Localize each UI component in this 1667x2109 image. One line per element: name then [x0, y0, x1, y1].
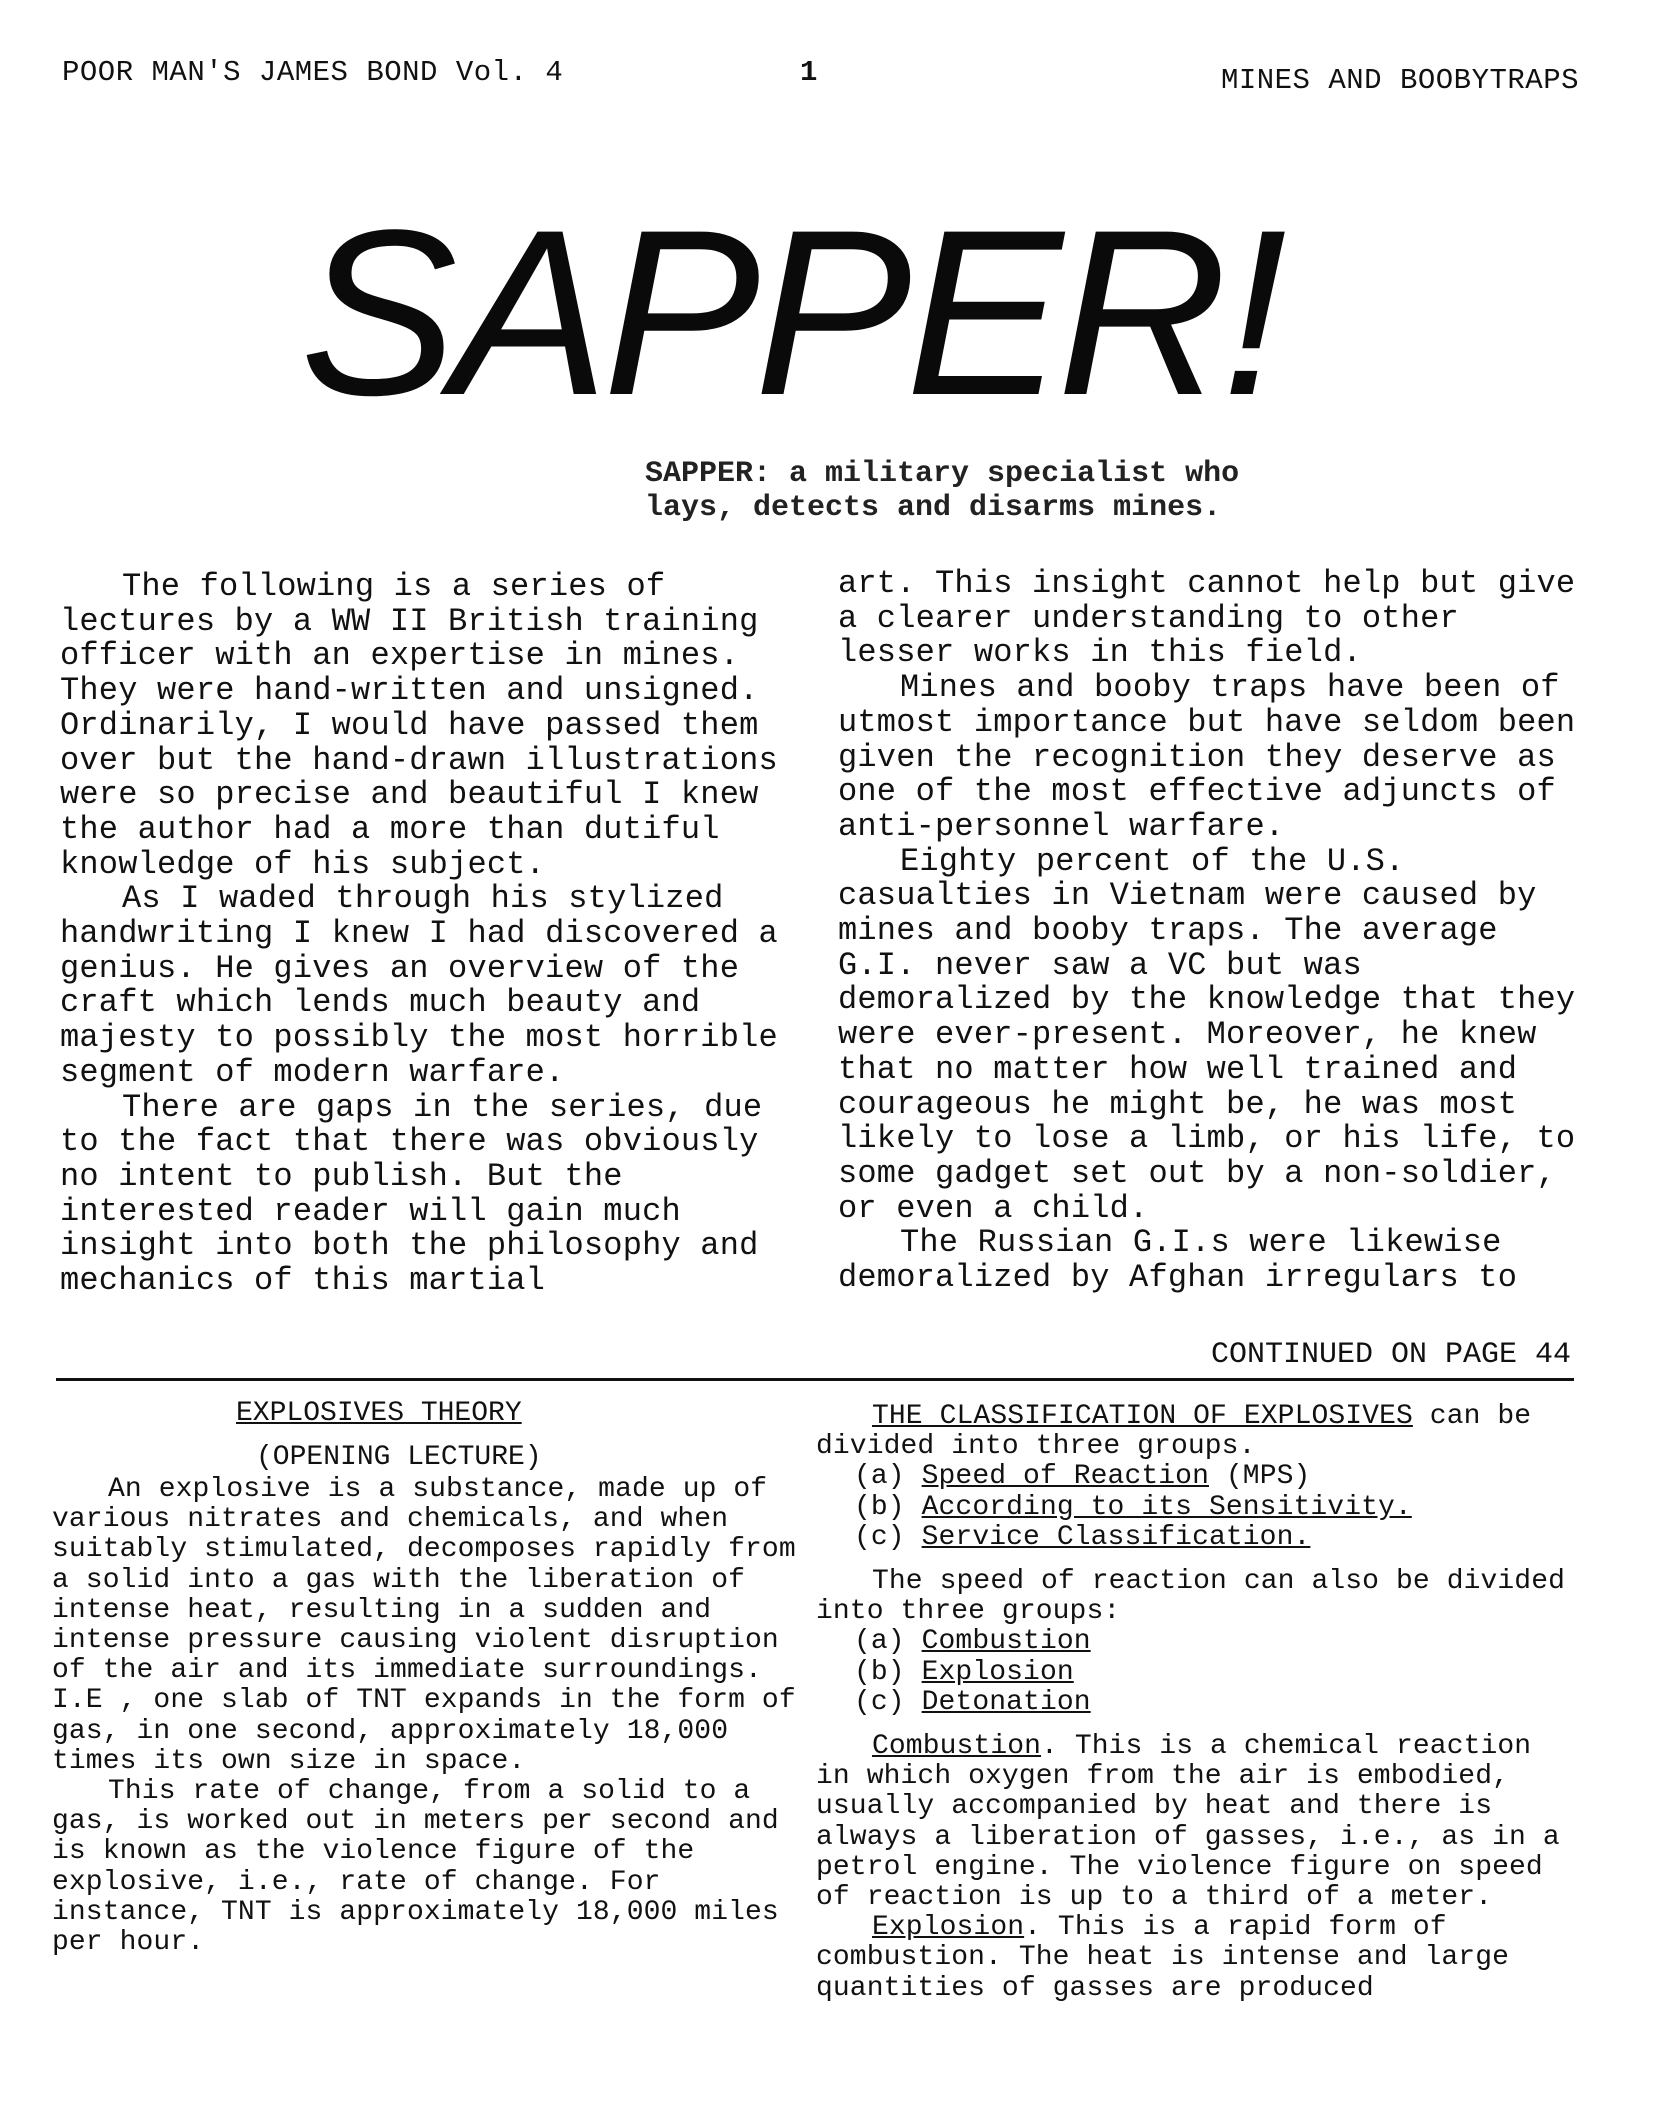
list-item-term: Explosion [921, 1656, 1074, 1688]
intro-paragraph: There are gaps in the series, due to the fact that there was obviously no intent to publish. But the interested reader will gain much insight into both the philosophy and mechanics of this martial [60, 1088, 763, 1300]
list-item-letter: (b) [854, 1491, 905, 1523]
list-item-term: Service Classification. [921, 1521, 1311, 1553]
list-item-letter: (b) [854, 1656, 905, 1688]
list-item-letter: (a) [854, 1461, 905, 1493]
list-item-term: Speed of Reaction [921, 1461, 1209, 1493]
classification-intro [816, 1402, 1576, 1462]
explosion-paragraph [816, 1913, 1576, 2004]
list-item-term: Combustion [921, 1626, 1091, 1658]
intro-paragraph: The following is a series of lectures by a WW II British training officer with an expertise in mines. They were hand-written and unsigned. Ordinarily, I would have passed them over but the hand-drawn illustrations were so precise and beautiful I knew the author had a more than dutiful knowledge of his subject. [60, 568, 778, 883]
lecture-body [52, 1475, 812, 1958]
section-divider [56, 1378, 1574, 1381]
running-header-title: POOR MAN'S JAMES BOND Vol. 4 [62, 56, 564, 89]
list-item [854, 1462, 1576, 1492]
page-title: SAPPER! [300, 181, 1282, 445]
combustion-term: Combustion [872, 1731, 1042, 1763]
page-number: 1 [800, 56, 818, 89]
continued-note: CONTINUED ON PAGE 44 [1210, 1338, 1571, 1372]
lecture-paragraph: An explosive is a substance, made up of various nitrates and chemicals, and when suitably stimulated, decomposes rapidly from a solid into a gas with the liberation of intense heat, resulting in a sudden and intense pressure causing violent disruption of the air and its immediate surroundings. I.E , one slab of TNT expands in the form of gas, in one second, approximately 18,000 times its own size in space. [52, 1474, 796, 1777]
explosion-text: . This is a rapid form of combustion. The heat is intense and large quantities of gasses are produced [816, 1912, 1510, 2004]
lecture-subheading: (OPENING LECTURE) [256, 1442, 542, 1473]
list-item [854, 1688, 1576, 1718]
classification-heading-rest: can be divided into three groups. [816, 1401, 1532, 1463]
classification-heading: THE CLASSIFICATION OF EXPLOSIVES [872, 1401, 1413, 1432]
running-header-section: MINES AND BOOBYTRAPS [1220, 64, 1579, 97]
list-item-letter: (c) [854, 1521, 905, 1553]
list-item [854, 1658, 1576, 1688]
speed-intro: The speed of reaction can also be divided into three groups: [816, 1566, 1566, 1628]
combustion-paragraph [816, 1732, 1576, 1913]
intro-paragraph: Eighty percent of the U.S. casualties in Vietnam were caused by mines and booby traps. The average G.I. never saw a VC but was demoralized by the knowledge that they were ever-present. Moreover, he knew that no matter how well trained and courageous he might be, he was most likely to lose a limb, or his life, to some gadget set out by a non-soldier, or even a child. [838, 842, 1576, 1227]
list-item [854, 1627, 1576, 1657]
list-item [854, 1523, 1576, 1553]
list-item-letter: (c) [854, 1686, 905, 1718]
intro-left-column [60, 570, 800, 1299]
sapper-definition: SAPPER: a military specialist who lays, detects and disarms mines. [645, 457, 1240, 525]
intro-paragraph: The Russian G.I.s were likewise demoralized by Afghan irregulars to [838, 1224, 1518, 1297]
intro-paragraph: As I waded through his stylized handwriting I knew I had discovered a genius. He gives an overview of the craft which lends much beauty and majesty to possibly the most horrible segment of modern warfare. [60, 880, 778, 1091]
speed-groups [816, 1627, 1576, 1718]
lecture-paragraph: This rate of change, from a solid to a gas, is worked out in meters per second and is known as the violence figure of the explosive, i.e., rate of change. For instance, TNT is approximately 18,000 miles per hour. [52, 1776, 779, 1959]
list-item-letter: (a) [854, 1626, 905, 1658]
explosion-term: Explosion [872, 1912, 1025, 1944]
classification-groups [816, 1462, 1576, 1553]
intro-paragraph: Mines and booby traps have been of utmost importance but have seldom been given the recognition they deserve as one of the most effective adjuncts of anti-personnel warfare. [838, 669, 1576, 845]
lecture-heading: EXPLOSIVES THEORY [236, 1398, 522, 1429]
combustion-text: . This is a chemical reaction in which oxygen from the air is embodied, usually accompanied by heat and there is always a liberation of gasses, i.e., as in a petrol engine. The violence figure on speed of reaction is up to a third of a meter. [816, 1731, 1560, 1914]
intro-continuation: art. This insight cannot help but give a clearer understanding to other lesser works in this field. [838, 565, 1576, 672]
list-item [854, 1493, 1576, 1523]
list-item-term: According to its Sensitivity. [921, 1491, 1412, 1523]
list-item-term: Detonation [921, 1686, 1091, 1718]
classification-column [816, 1402, 1576, 2004]
intro-right-column [838, 567, 1578, 1296]
list-item-suffix: (MPS) [1208, 1461, 1311, 1493]
